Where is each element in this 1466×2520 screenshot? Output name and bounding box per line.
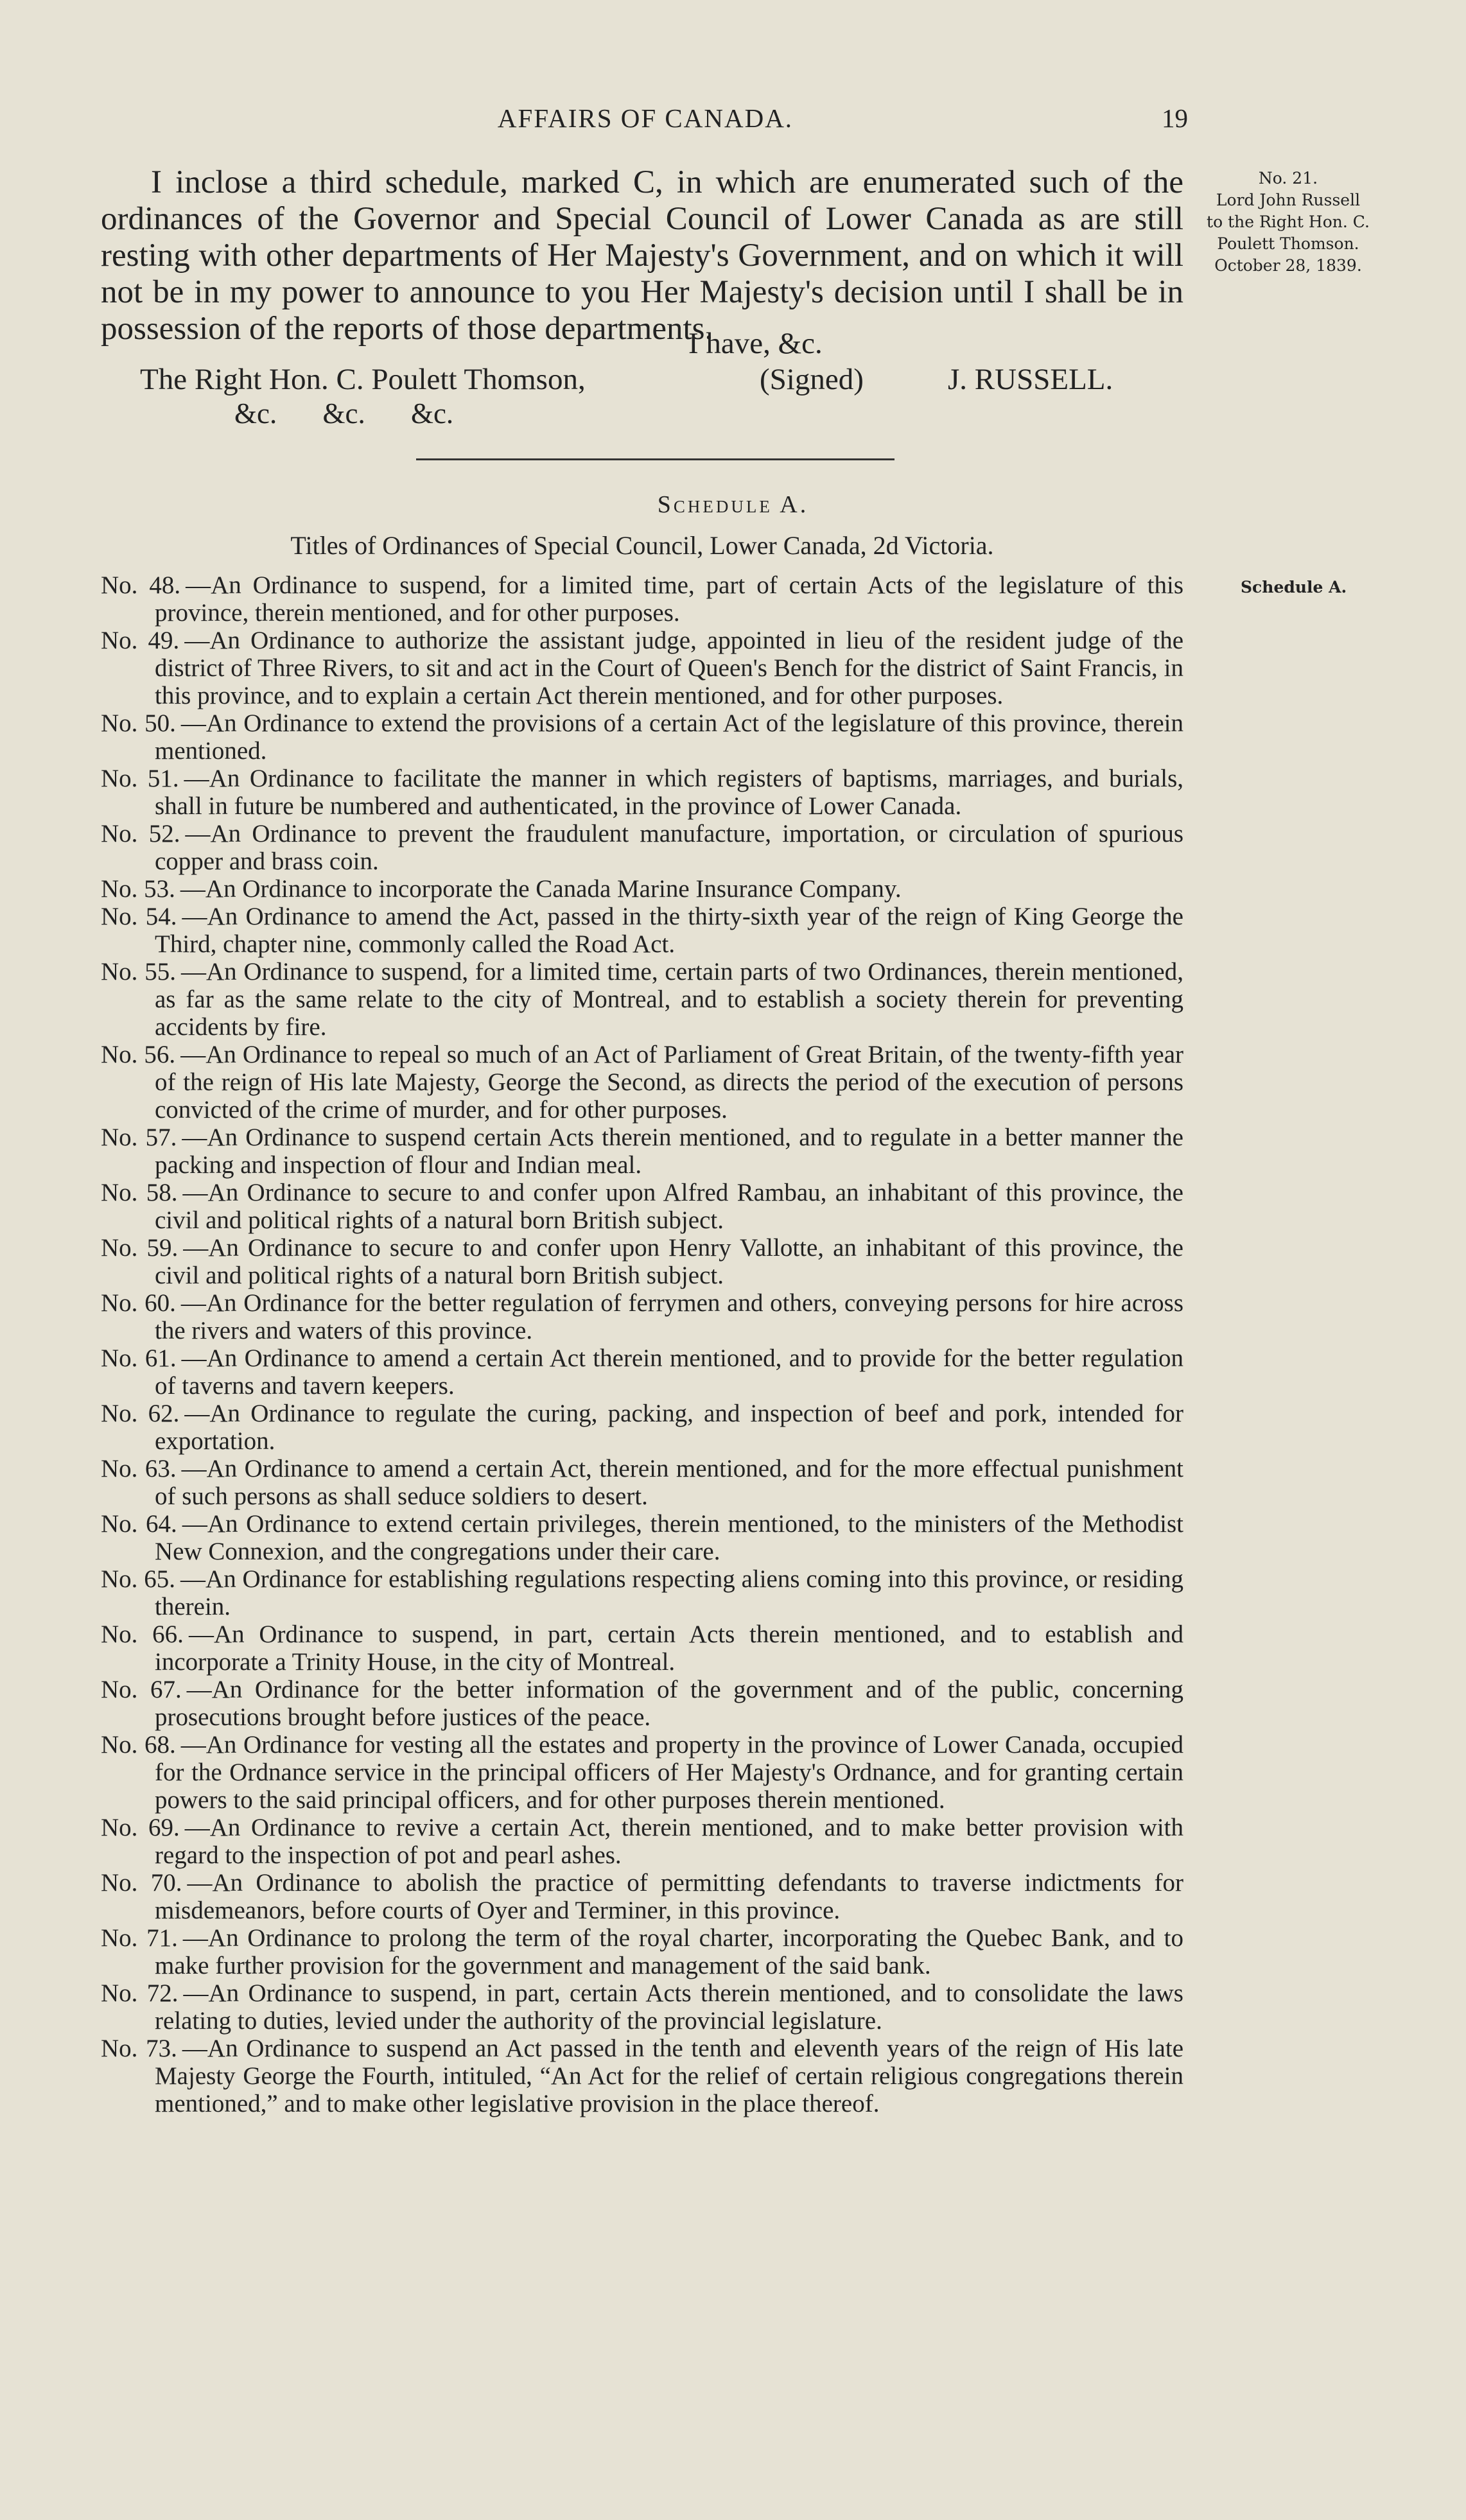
ordinance-title: —An Ordinance to incorporate the Canada Marine Insurance Company. bbox=[180, 875, 902, 903]
ordinance-title: —An Ordinance to suspend, for a limited time, part of certain Acts of the legislature of this province, therein mentioned, and for other purposes. bbox=[155, 571, 1183, 627]
ordinance-title: —An Ordinance to amend a certain Act therein mentioned, and to provide for the better regulation of taverns and tavern keepers. bbox=[155, 1344, 1184, 1400]
ordinance-number: No. 70. bbox=[101, 1869, 182, 1897]
list-item bbox=[101, 1565, 1183, 1621]
ordinance-title: —An Ordinance to suspend, in part, certain Acts therein mentioned, and to establish and incorporate a Trinity House, in the city of Montreal. bbox=[155, 1621, 1183, 1676]
list-item bbox=[101, 1234, 1183, 1289]
margin-note-number: No. 21. bbox=[1258, 169, 1318, 187]
list-item bbox=[101, 1510, 1183, 1565]
list-item bbox=[101, 820, 1183, 875]
ordinance-title: —An Ordinance for the better regulation of ferrymen and others, conveying persons for hire across the rivers and waters of this province. bbox=[155, 1289, 1183, 1344]
ordinance-title: —An Ordinance to suspend, for a limited time, certain parts of two Ordinances, therein mentioned, as far as the same relate to the city of Montreal, and to establish a society therein for preventing accidents by fire. bbox=[155, 958, 1183, 1041]
ordinance-number: No. 73. bbox=[101, 2035, 177, 2062]
margin-note-line: to the Right Hon. C. bbox=[1207, 213, 1370, 231]
ordinance-title: —An Ordinance to amend a certain Act, therein mentioned, and for the more effectual punishment of such persons as shall seduce soldiers to desert. bbox=[155, 1455, 1183, 1510]
list-item bbox=[101, 1289, 1183, 1344]
ordinance-title: —An Ordinance to abolish the practice of permitting defendants to traverse indictments for misdemeanors, before courts of Oyer and Terminer, in this province. bbox=[155, 1869, 1183, 1924]
page-header bbox=[103, 103, 1188, 141]
ordinance-title: —An Ordinance to regulate the curing, packing, and inspection of beef and pork, intended for exportation. bbox=[155, 1400, 1183, 1455]
ordinance-number: No. 59. bbox=[101, 1234, 179, 1262]
list-item bbox=[101, 1621, 1183, 1676]
section-divider bbox=[416, 458, 894, 460]
list-item bbox=[101, 903, 1183, 958]
letter-addressee: The Right Hon. C. Poulett Thomson, bbox=[140, 363, 586, 396]
ordinance-number: No. 69. bbox=[101, 1814, 180, 1841]
ordinance-title: —An Ordinance to secure to and confer upon Alfred Rambau, an inhabitant of this province, the civil and political rights of a natural born British subject. bbox=[155, 1179, 1183, 1234]
ordinance-list bbox=[101, 571, 1183, 2117]
ordinance-number: No. 68. bbox=[101, 1731, 176, 1759]
ordinance-number: No. 58. bbox=[101, 1179, 178, 1206]
ordinance-number: No. 64. bbox=[101, 1510, 177, 1538]
letter-etc: &c. &c. &c. bbox=[234, 397, 454, 430]
ordinance-title: —An Ordinance to suspend, in part, certain Acts therein mentioned, and to consolidate the laws relating to duties, levied under the authority of the provincial legislature. bbox=[155, 1979, 1183, 2035]
ordinance-title: —An Ordinance to prolong the term of the royal charter, incorporating the Quebec Bank, and to make further provision for the government and management of the said bank. bbox=[155, 1924, 1184, 1979]
margin-note-line: Lord John Russell bbox=[1216, 191, 1361, 209]
list-item bbox=[101, 1344, 1183, 1400]
ordinance-title: —An Ordinance for establishing regulations respecting aliens coming into this province, or residing therein. bbox=[155, 1565, 1183, 1621]
schedule-heading: Schedule A. bbox=[657, 491, 809, 518]
ordinance-number: No. 53. bbox=[101, 875, 175, 903]
list-item bbox=[101, 1924, 1183, 1979]
list-item bbox=[101, 875, 1183, 903]
list-item bbox=[101, 1979, 1183, 2035]
list-item bbox=[101, 765, 1183, 820]
list-item bbox=[101, 1869, 1183, 1924]
letter-signed: (Signed) bbox=[760, 363, 864, 396]
ordinance-title: —An Ordinance to secure to and confer upon Henry Vallotte, an inhabitant of this province, the civil and political rights of a natural born British subject. bbox=[155, 1234, 1183, 1289]
ordinance-title: —An Ordinance for the better information of the government and of the public, concerning prosecutions brought before justices of the peace. bbox=[155, 1676, 1183, 1731]
list-item bbox=[101, 1676, 1183, 1731]
ordinance-title: —An Ordinance to extend the provisions of a certain Act of the legislature of this province, therein mentioned. bbox=[155, 709, 1184, 765]
list-item bbox=[101, 1455, 1183, 1510]
list-item bbox=[101, 709, 1183, 765]
list-item bbox=[101, 627, 1183, 709]
letter-closing: I have, &c. bbox=[688, 327, 823, 360]
ordinance-title: —An Ordinance to authorize the assistant judge, appointed in lieu of the resident judge of the district of Three Rivers, to sit and act in the Court of Queen's Bench for the district of Saint Francis, in this province, and to explain a certain Act therein mentioned, and for other purposes. bbox=[155, 627, 1183, 709]
ordinance-number: No. 66. bbox=[101, 1621, 184, 1648]
ordinance-number: No. 56. bbox=[101, 1041, 176, 1068]
list-item bbox=[101, 1814, 1183, 1869]
ordinance-number: No. 63. bbox=[101, 1455, 177, 1482]
ordinance-number: No. 52. bbox=[101, 820, 180, 847]
ordinance-number: No. 55. bbox=[101, 958, 176, 986]
schedule-subtitle: Titles of Ordinances of Special Council, Lower Canada, 2d Victoria. bbox=[290, 531, 994, 560]
list-item bbox=[101, 1731, 1183, 1814]
list-item bbox=[101, 958, 1183, 1041]
margin-note-date: October 28, 1839. bbox=[1214, 256, 1362, 275]
ordinance-number: No. 49. bbox=[101, 627, 180, 654]
ordinance-number: No. 65. bbox=[101, 1565, 176, 1593]
ordinance-title: —An Ordinance to revive a certain Act, therein mentioned, and to make better provision with regard to the inspection of pot and pearl ashes. bbox=[155, 1814, 1183, 1869]
ordinance-number: No. 60. bbox=[101, 1289, 176, 1317]
ordinance-title: —An Ordinance to extend certain privileges, therein mentioned, to the ministers of the Methodist New Connexion, and the congregations under their care. bbox=[155, 1510, 1184, 1565]
ordinance-number: No. 48. bbox=[101, 571, 181, 599]
ordinance-number: No. 62. bbox=[101, 1400, 180, 1427]
margin-note-line: Poulett Thomson. bbox=[1217, 234, 1359, 253]
page-number: 19 bbox=[1162, 103, 1188, 133]
running-title: AFFAIRS OF CANADA. bbox=[497, 103, 794, 133]
ordinance-title: —An Ordinance to repeal so much of an Act of Parliament of Great Britain, of the twenty-fifth year of the reign of His late Majesty, George the Second, as directs the period of the execution of persons convicted of the crime of murder, and for other purposes. bbox=[155, 1041, 1183, 1124]
ordinance-title: —An Ordinance to facilitate the manner in which registers of baptisms, marriages, and burials, shall in future be numbered and authenticated, in the province of Lower Canada. bbox=[155, 765, 1183, 820]
ordinance-number: No. 54. bbox=[101, 903, 177, 930]
list-item bbox=[101, 1124, 1183, 1179]
ordinance-number: No. 72. bbox=[101, 1979, 179, 2007]
ordinance-number: No. 50. bbox=[101, 709, 176, 737]
ordinance-number: No. 51. bbox=[101, 765, 179, 792]
letter-signature: J. RUSSELL. bbox=[948, 363, 1113, 396]
ordinance-title: —An Ordinance to suspend certain Acts therein mentioned, and to regulate in a better manner the packing and inspection of flour and Indian meal. bbox=[155, 1124, 1183, 1179]
list-item bbox=[101, 2035, 1183, 2117]
list-item bbox=[101, 1179, 1183, 1234]
schedule-margin-label: Schedule A. bbox=[1241, 578, 1347, 596]
list-item bbox=[101, 571, 1183, 627]
ordinance-title: —An Ordinance to suspend an Act passed in the tenth and eleventh years of the reign of His late Majesty George the Fourth, intituled, “An Act for the relief of certain religious congregations therein mentioned,” and to make other legislative provision in the place thereof. bbox=[155, 2035, 1183, 2117]
list-item bbox=[101, 1041, 1183, 1124]
ordinance-number: No. 57. bbox=[101, 1124, 177, 1151]
ordinance-title: —An Ordinance for vesting all the estates and property in the province of Lower Canada, occupied for the Ordnance service in the principal officers of Her Majesty's Ordnance, and for granting certain powers to the said principal officers, and for other purposes therein mentioned. bbox=[155, 1731, 1183, 1814]
ordinance-title: —An Ordinance to prevent the fraudulent manufacture, importation, or circulation of spurious copper and brass coin. bbox=[155, 820, 1184, 875]
list-item bbox=[101, 1400, 1183, 1455]
ordinance-number: No. 61. bbox=[101, 1344, 177, 1372]
letter-intro-paragraph: I inclose a third schedule, marked C, in which are enumerated such of the ordinances of the Governor and Special Council of Lower Canada as are still resting with other departments of Her Majesty's Government, and on which it will not be in my power to announce to you Her Majesty's decision until I shall be in possession of the reports of those departments. bbox=[101, 164, 1183, 347]
margin-note bbox=[1198, 168, 1378, 277]
ordinance-title: —An Ordinance to amend the Act, passed in the thirty-sixth year of the reign of King George the Third, chapter nine, commonly called the Road Act. bbox=[155, 903, 1183, 958]
ordinance-number: No. 71. bbox=[101, 1924, 178, 1952]
ordinance-number: No. 67. bbox=[101, 1676, 182, 1703]
